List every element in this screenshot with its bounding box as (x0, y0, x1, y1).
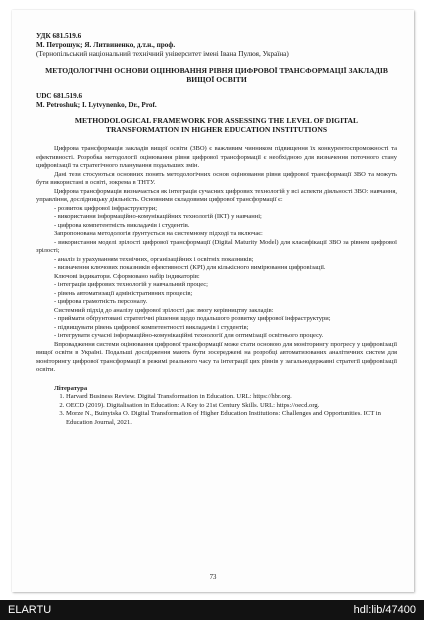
references (36, 385, 397, 428)
page-content (36, 32, 397, 427)
footer-bar (0, 600, 424, 620)
list-item: - розвиток цифрової інфраструктури; (54, 204, 158, 212)
udc-en: UDC 681.519.6 (36, 91, 83, 100)
paragraph: Цифрова трансформація визначається як інтеграція сучасних цифрових технологій у всі аспекти діяльності ЗВО: навчання, управління, дослідницьку діяльність. Основними складовими цифрової трансформації є: (36, 187, 397, 204)
list-item: - використання інформаційно-комунікаційних технологій (ІКТ) у навчанні; (54, 213, 262, 221)
authors-en: M. Petroshuk; I. Lytvynenko, Dr., Prof. (36, 100, 157, 109)
paragraph: Ключові індикатори. Сформовано набір індикаторів: (54, 272, 200, 280)
document-page (12, 10, 414, 592)
authors-uk: М. Петрошук; Я. Литвиненко, д.т.н., проф. (36, 41, 176, 50)
footer-handle-label: hdl:lib/47400 (353, 604, 416, 616)
paragraph: Запропонована методологія ґрунтується на системному підході та включає: (54, 230, 263, 238)
paragraph: Системний підхід до аналізу цифрової зрілості дає змогу керівництву закладів: (54, 306, 274, 314)
udc-uk: УДК 681.519.6 (36, 32, 82, 40)
title-en: METHODOLOGICAL FRAMEWORK FOR ASSESSING THE LEVEL OF DIGITAL TRANSFORMATION IN HIGHER EDUCATION INSTITUTIONS (74, 116, 359, 135)
reference-item: 1. Harvard Business Review. Digital Transformation in Education. URL: https://hbr.org. (66, 393, 397, 402)
list-item: - аналіз із урахуванням технічних, організаційних і освітніх показників; (54, 255, 254, 263)
list-item: - рівень автоматизації адміністративних процесів; (54, 289, 193, 297)
footer-left-label: ELARTU (8, 604, 52, 616)
list-item: - цифрова грамотність персоналу. (54, 298, 148, 306)
list-item: - підвищувати рівень цифрової компетентності викладачів і студентів; (54, 323, 249, 331)
list-item: - інтеграція цифрових технологій у навчальний процес; (54, 281, 208, 289)
list-item: - використання моделі зрілості цифрової трансформації (Digital Maturity Model) для класифікації ЗВО за рівнем цифрової зрілості; (36, 238, 397, 255)
paragraph: Дані тези стосуються основних понять методологічних основ оцінювання рівня цифрової трансформації ЗВО та можуть бути використані в освіті, зокрема в ТНТУ. (36, 170, 397, 187)
references-heading: Література (54, 384, 88, 392)
references-list (36, 393, 397, 427)
reference-item: 2. OECD (2019). Digitalisation in Education: A Key to 21st Century Skills. URL: https://oecd.org. (66, 402, 397, 411)
paragraph: Впровадження системи оцінювання цифрової трансформації може стати основою для моніторингу прогресу у цифровізації вищої освіти в Україні. Подальші дослідження мають бути зосереджені на розробці автоматизованих аналітичних систем для моніторингу цифрової трансформації в режимі реального часу та інтеграції цих рівнів у загальнодержавні стратегії цифровізації освіти. (36, 340, 397, 374)
body-text (36, 145, 397, 375)
list-item: - приймати обґрунтовані стратегічні рішення щодо подальшого розвитку цифрової інфраструктури; (54, 315, 331, 323)
title-uk: МЕТОДОЛОГІЧНІ ОСНОВИ ОЦІНЮВАННЯ РІВНЯ ЦИФРОВОЇ ТРАНСФОРМАЦІЇ ЗАКЛАДІВ ВИЩОЇ ОСВІТИ (45, 65, 388, 84)
reference-item: 3. Morze N., Buinytska O. Digital Transformation of Higher Education Institutions: Challenges and Opportunities. ICT in Education Journal, 2021. (66, 410, 397, 427)
list-item: - визначення ключових показників ефективності (KPI) для кількісного вимірювання цифровізації. (54, 264, 326, 272)
paragraph: Цифрова трансформація закладів вищої освіти (ЗВО) є важливим чинником підвищення їх конкурентоспроможності та ефективності. Розробка методології оцінювання рівня цифрової трансформації є необхідною для визначення поточного стану цифровізації та стратегічного планування подальших змін. (36, 145, 397, 170)
list-item: - цифрова компетентність викладачів і студентів. (54, 221, 190, 229)
affiliation-uk: (Тернопільський національний технічний університет імені Івана Пулюя, Україна) (36, 50, 289, 59)
page-number: 73 (209, 574, 217, 581)
list-item: - інтегрувати сучасні інформаційно-комунікаційні технології для оптимізації освітнього процесу. (54, 332, 324, 340)
